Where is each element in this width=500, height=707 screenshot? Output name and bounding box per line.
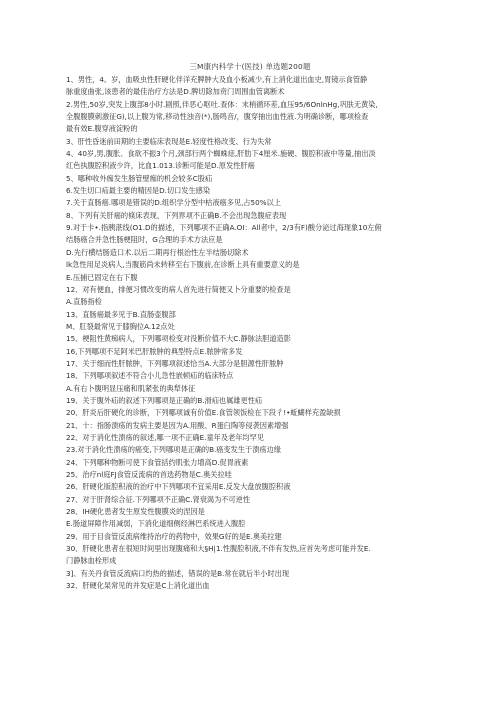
text-line: 17、关于细而性肝脓肿，下列哪项叙述恰当A.大部分是胆源性肝脓肿 [66,358,284,368]
text-line: 22、对于消化性溃疡的叙述,哪一项不正确E.童年及老年均罕见 [66,432,264,442]
text-line: A.有右卜腹明显压痛和肌紧张的典犁体征 [66,383,196,393]
text-line: 最有效E.腹穿液淀粉的 [66,124,138,134]
text-line: 32、肝硬化杲常见的并发症是C上消化道出血 [66,581,210,591]
document-title: 三M康内科学十(医技) 单选题200题 [189,62,311,71]
text-line: A.直肠指检 [66,297,102,307]
text-line: 4、40岁,男,腹胀、食欲不振3个月,颈部行两个蜘蛛痣,肝肋下4厘米.施硬、腹腔积液中等量,抽出淡 [66,149,376,159]
text-line: 24、下列哪种物断可使下食管括约肌张力增高D.促胃液素 [66,457,249,467]
text-line: 3、肝性昏迷前田期的主要临床表现是E.轻度性格改变、行为失常 [66,136,272,146]
text-line: 26、肝硬化版腔积液的治疗中下列哪项不宜采用E.反发大盘放腹腔积液 [66,482,291,492]
text-line: 脉重度曲张,该患者的最佳治疗方法是D.脾切除加贲门周围血管离断术 [66,87,285,97]
text-line: 16,下列哪项不足阿米巴肝脓肿的典型特点E.脓肿常多发 [66,346,243,356]
text-line: 25、治疗nl庭FJ食管反流病的首选药物是C.奥关拉哇 [66,470,232,479]
text-line: 3]、有关丹食管反流病口灼热的描述，错误的是B.常在就后半小时出现 [66,568,290,578]
text-line: 1、男性，4。岁，血吸虫性肝硬化伴洋充脾肿大及血小板减少,有上消化道出血史,胃镜示食管静 [66,75,368,84]
text-line: E.压捕已固定在右下腹 [66,272,138,282]
text-line: 2.男性,50岁,突发上腹部8小时.剧照,伴恶心呕吐.查体：末梢循环差,血压95/6OnlnHg,巩肤无黄染, [66,99,378,109]
text-line: 29、用于目食管反流病维持治疗的药物中，效果G好的是E.奥美拉建 [66,531,282,541]
text-line: 21、十：指肠溃疡的发病主要是因为A.用酸、R蛋臼陶等侵袭因素增强 [66,420,289,430]
text-line: 7.关于直肠癌.哪项是错误的D.组织学分型中枯液癌多见,占50%以上 [66,198,281,208]
text-line: 19、关于腹外疝的叙述下列哪项是正确的B.滑疝也属雄更性疝 [66,395,263,405]
text-line: 13、直肠癌最多见于B.直肠壶腹部 [66,309,176,319]
text-line: 30、肝硬化患者在很短时间里出现腹痛和大§H|1.性腹腔积液,不伴有发热,应首先考虑可能并发E. [66,544,371,554]
text-line: 5、哪种收外痂发生肠管壁痂的机会较多C股疝 [66,173,213,183]
text-line: 结肠癌合并急性肠梗阻时，G合理的手术方法应是 [66,235,223,245]
text-line: 23.对于消化性溃疡的癌变,下列哪项是正确的B.癌变发生于溃疡边缘 [66,445,281,455]
text-line: 12、对有便血，排便习惯改变的病人首先进行简便又卜分重要的检查是 [66,284,291,294]
text-line: 门静脉血栓形成 [66,556,117,566]
text-line: 28、IH硬化患者发生原发性腹膜炎的涅因是 [66,507,205,517]
text-line: 6.发生切口疝最主要的精因是D.切口发生感染 [66,186,211,196]
text-line: 18、下列哪项叙述不符合小儿急性嵌顿疝的临床特点 [66,371,234,381]
text-line: E.肠道屏障作用减弱，下消化道细侧经淋巴系统进入腹腔 [66,519,246,529]
text-line: D.先行横结肠造口术.以后二期再行根治性左半结肠切除术 [66,247,249,257]
text-line: lk急性用足炎病人,当腹筋尚未转移至右下腹前,在诊断上具有重要意义的是 [66,260,300,270]
text-line: 27、对于肝肾综合征.下列哪项不正确C.肾衰渴为不可逆性 [66,494,251,504]
text-line: 20、肝炎后肝硬化的诊断，下列哪项诚有价值E.食管领饭检在下段彳!•蚯蝴样充盈缺损 [66,408,341,418]
text-line: 全腹腹膜刺激征G),以上腹为常,移动性浊音(*),肠鸣音/，腹穿抽出血性液.为明确诊断，哪项检查 [66,112,369,122]
text-line: 15、梗阻性黄痴病人，下列哪项检变对没断价值不大C.静脉法胆道造影 [66,334,291,344]
text-line: 9.对于卡•.指胰湛线(O1.D的描述，下列哪项不正确A.OI：All者中，2/3有F)酸分泌过海现象10左俯 [66,223,382,233]
text-line: M、肛裂最常见于膝胸位A.12点处 [66,321,175,331]
question-list [66,74,458,592]
text-line: 8、下列有关肝癌的倏床表现，下列界项不正确B.不会出现急腹症表现 [66,210,287,220]
text-line: 红色执腹腔积液少许，比血1.013.诊断可能是D.原发性肝癌 [66,161,255,171]
